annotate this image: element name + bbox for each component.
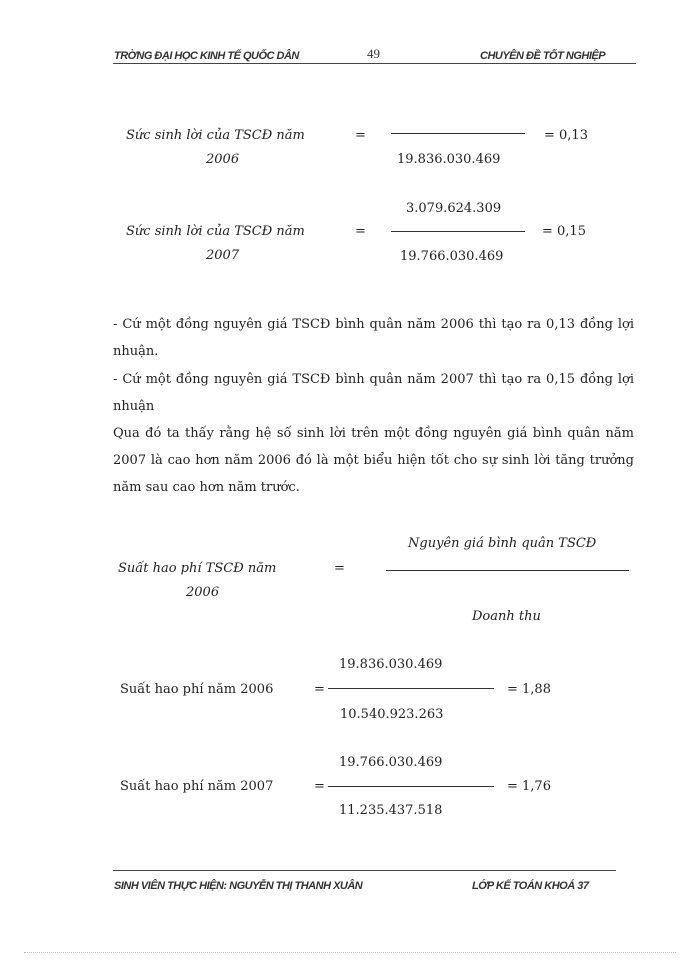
formula5-denominator: 11.235.437.518: [339, 803, 443, 818]
formula3-fraction-bar: [386, 570, 629, 571]
formula3-label: Suất hao phí TSCĐ năm: [118, 561, 277, 576]
formula4-fraction-bar: [328, 688, 494, 689]
page-number: 49: [367, 46, 380, 61]
footer-student: SINH VIÊN THỰC HIỆN: NGUYỄN THỊ THANH XUÂN: [114, 880, 363, 892]
footer-class: LỚP KẾ TOÁN KHOÁ 37: [472, 880, 589, 892]
formula1-label: Sức sinh lời của TSCĐ năm: [126, 128, 305, 143]
formula5-result: = 1,76: [507, 779, 551, 794]
formula1-fraction-bar: [391, 133, 525, 134]
formula2-numerator: 3.079.624.309: [406, 201, 502, 216]
formula2-denominator: 19.766.030.469: [400, 249, 504, 264]
formula2-result: = 0,15: [542, 224, 586, 239]
formula2-year: 2007: [206, 248, 240, 263]
formula3-equals: =: [334, 561, 345, 576]
formula2-equals: =: [355, 224, 366, 239]
formula2-label: Sức sinh lời của TSCĐ năm: [126, 224, 305, 239]
formula5-label: Suất hao phí năm 2007: [120, 779, 274, 794]
formula1-equals: =: [355, 128, 366, 143]
formula5-equals: =: [314, 779, 325, 794]
header-rule: [113, 63, 636, 64]
formula3-denominator: Doanh thu: [472, 609, 541, 624]
formula4-label: Suất hao phí năm 2006: [120, 682, 274, 697]
footer-rule: [113, 870, 616, 871]
header-school: TRỜNG ĐẠI HỌC KINH TẾ QUỐC DÂN: [114, 50, 299, 62]
formula1-denominator: 19.836.030.469: [397, 152, 501, 167]
formula4-result: = 1,88: [507, 682, 551, 697]
formula2-fraction-bar: [391, 231, 525, 232]
page-edge-divider: [24, 952, 676, 953]
formula3-numerator: Nguyên giá bình quân TSCĐ: [408, 536, 597, 551]
paragraph-conclusion: Qua đó ta thấy rằng hệ số sinh lời trên một đồng nguyên giá bình quân năm 2007 là cao hơn năm 2006 đó là một biểu hiện tốt cho sự sinh lời tăng trưởng năm sau cao hơn năm trước.: [113, 426, 634, 495]
formula4-numerator: 19.836.030.469: [339, 657, 443, 672]
paragraph-2007: - Cứ một đồng nguyên giá TSCĐ bình quân năm 2007 thì tạo ra 0,15 đồng lợi nhuận: [113, 372, 634, 414]
formula1-year: 2006: [206, 152, 240, 167]
formula1-result: = 0,13: [544, 128, 588, 143]
header-title: CHUYÊN ĐỀ TỐT NGHIỆP: [480, 50, 606, 62]
formula4-denominator: 10.540.923.263: [340, 707, 444, 722]
formula5-numerator: 19.766.030.469: [339, 755, 443, 770]
formula3-year: 2006: [186, 585, 220, 600]
formula4-equals: =: [314, 682, 325, 697]
formula5-fraction-bar: [328, 786, 494, 787]
paragraph-2006: - Cứ một đồng nguyên giá TSCĐ bình quân năm 2006 thì tạo ra 0,13 đồng lợi nhuận.: [113, 317, 634, 359]
